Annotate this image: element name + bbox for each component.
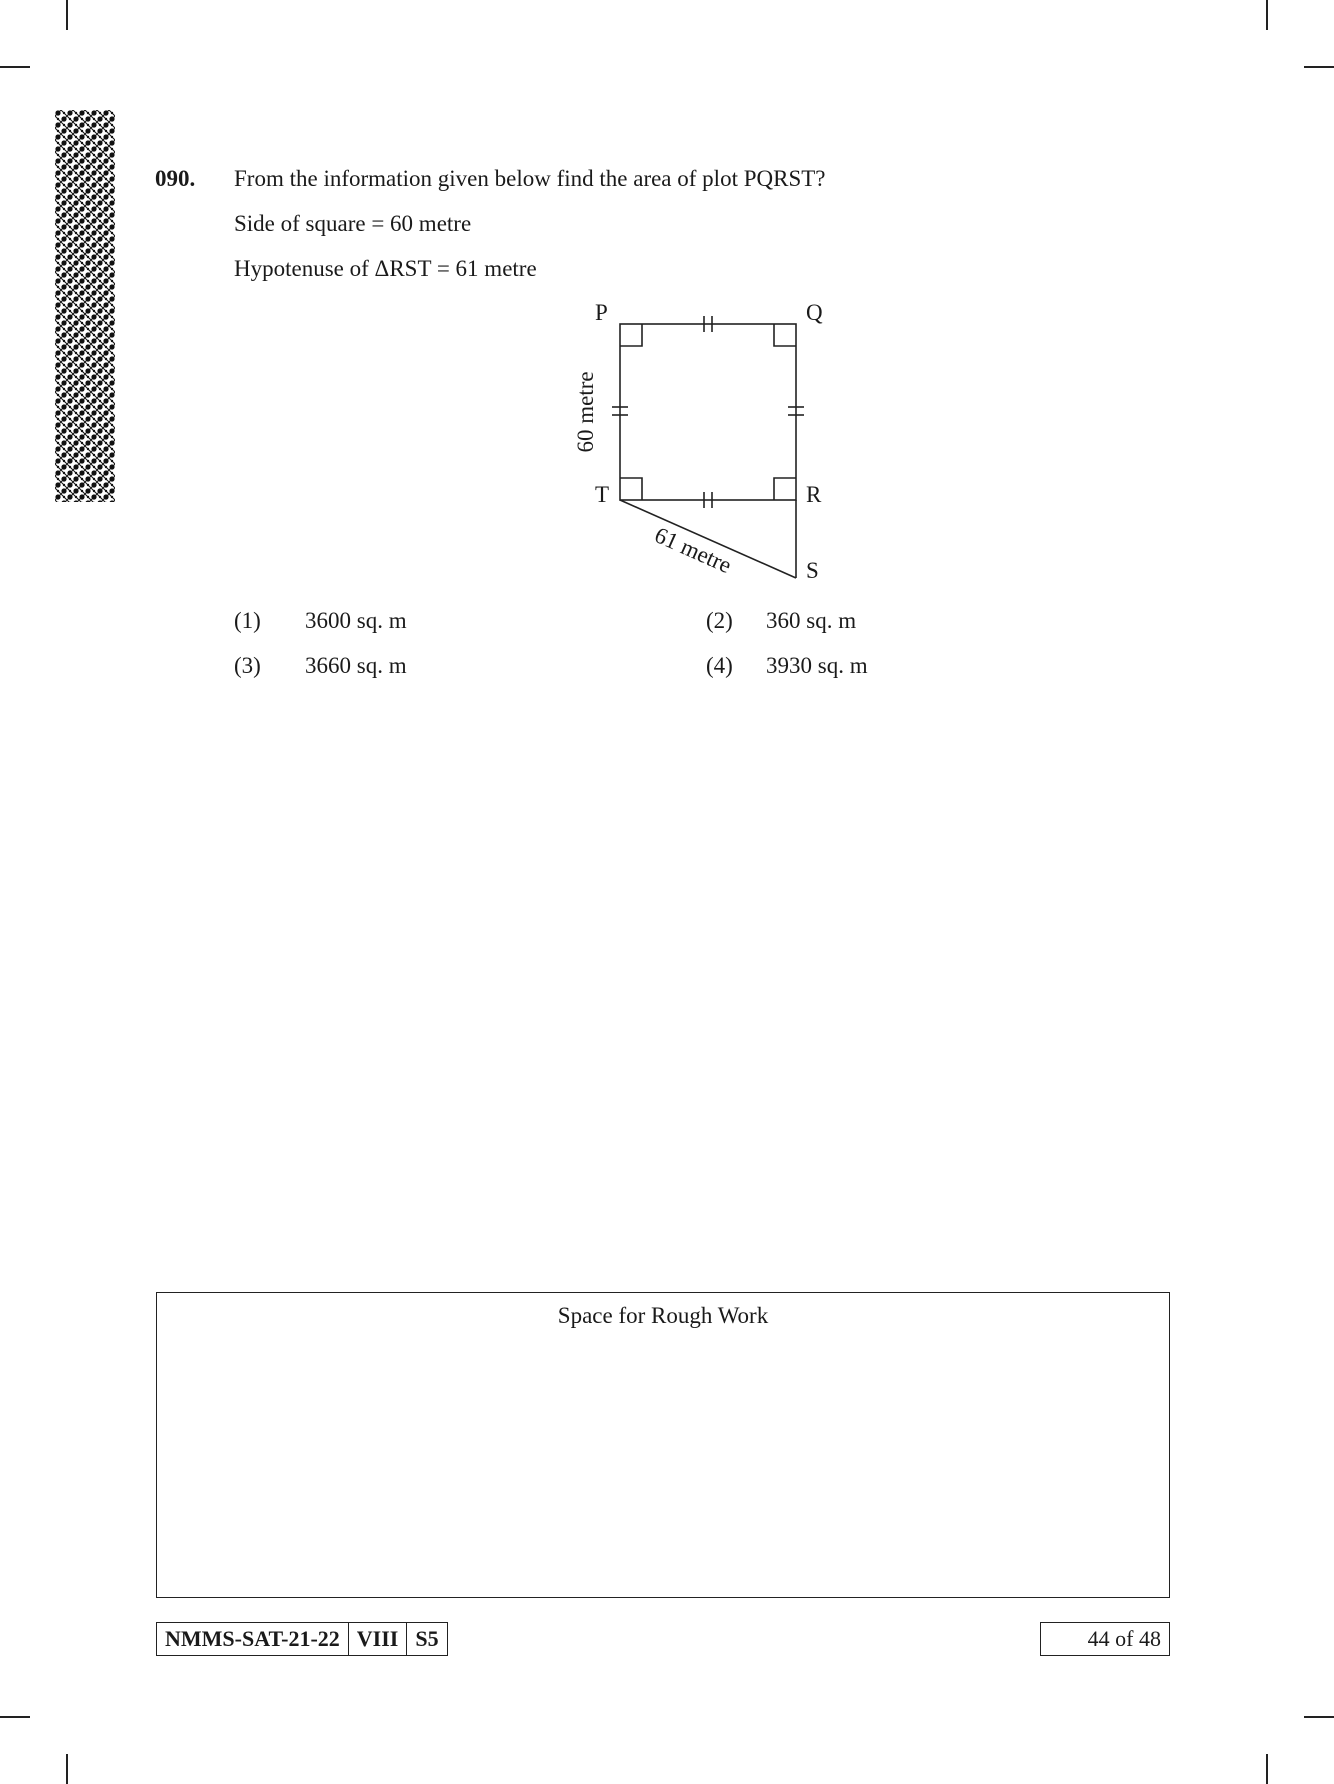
crop-mark bbox=[1304, 66, 1334, 68]
rough-work-title: Space for Rough Work bbox=[557, 1303, 769, 1328]
crop-mark bbox=[1266, 0, 1268, 30]
vertex-s: S bbox=[806, 558, 819, 583]
given-side: Side of square = 60 metre bbox=[234, 211, 472, 236]
exam-code: NMMS-SAT-21-22 bbox=[157, 1623, 349, 1655]
option-1-number: (1) bbox=[234, 608, 261, 633]
question-number: 090. bbox=[155, 166, 196, 191]
option-4-value: 3930 sq. m bbox=[766, 653, 868, 678]
question-text: From the information given below find the area of plot PQRST? bbox=[234, 166, 826, 191]
option-2-number: (2) bbox=[706, 608, 733, 633]
rough-work-box bbox=[156, 1292, 1170, 1598]
vertex-t: T bbox=[595, 482, 610, 507]
option-4-number: (4) bbox=[706, 653, 733, 678]
crop-mark bbox=[66, 1754, 68, 1784]
crop-mark bbox=[1304, 1716, 1334, 1718]
option-3-value: 3660 sq. m bbox=[305, 653, 407, 678]
square-pqrt bbox=[620, 324, 796, 500]
crop-mark bbox=[1266, 1754, 1268, 1784]
vertex-p: P bbox=[595, 300, 608, 325]
plot-diagram bbox=[570, 290, 850, 590]
vertex-q: Q bbox=[806, 300, 823, 325]
crop-mark bbox=[0, 1716, 30, 1718]
hypotenuse-label: 61 metre bbox=[650, 522, 736, 579]
option-1-value: 3600 sq. m bbox=[305, 608, 407, 633]
given-hypotenuse: Hypotenuse of ΔRST = 61 metre bbox=[234, 256, 537, 281]
crop-mark bbox=[66, 0, 68, 30]
side-label: 60 metre bbox=[573, 371, 598, 453]
page-number: 44 of 48 bbox=[1040, 1622, 1170, 1656]
vertex-r: R bbox=[806, 482, 822, 507]
option-2-value: 360 sq. m bbox=[766, 608, 857, 633]
class-code: VIII bbox=[349, 1623, 408, 1655]
series-code: S5 bbox=[415, 1626, 439, 1651]
footer-code-box bbox=[156, 1622, 448, 1656]
security-pattern bbox=[55, 110, 115, 502]
option-3-number: (3) bbox=[234, 653, 261, 678]
crop-mark bbox=[0, 66, 30, 68]
